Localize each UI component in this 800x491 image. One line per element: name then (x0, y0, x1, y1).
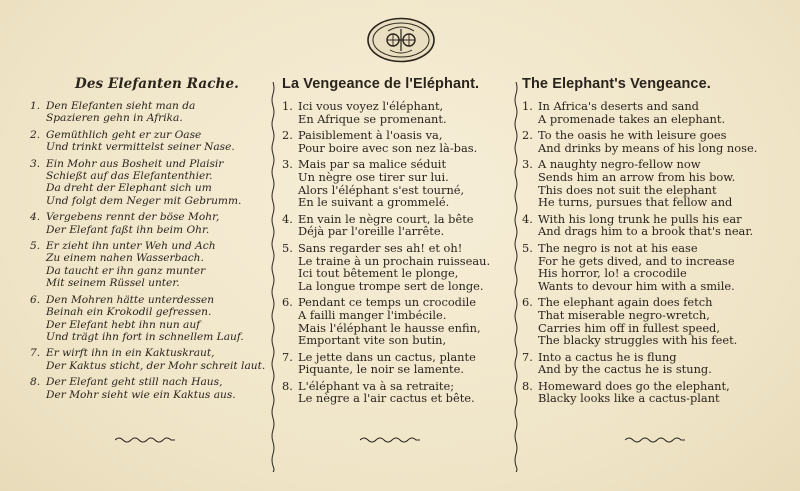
stanza-number: 7. (30, 347, 41, 360)
verse-line: Den Mohren hätte unterdessen (46, 293, 215, 306)
stanza-number: 3. (30, 157, 41, 170)
stanza-number: 8. (30, 376, 41, 389)
monogram-seal-icon (366, 17, 436, 63)
verse-line: Den Elefanten sieht man da (46, 100, 196, 112)
stanza (522, 213, 790, 238)
verse-line: Mit seinem Rüssel unter. (46, 277, 180, 290)
stanza-number: 2. (30, 128, 41, 141)
verse-line: For he gets dived, and to increase (538, 253, 735, 268)
stanza-lines (538, 242, 790, 292)
verse-line: And drinks by means of his long nose. (538, 140, 758, 155)
stanza-number: 7. (282, 349, 293, 364)
stanza-lines (46, 100, 270, 125)
stanza-lines (298, 242, 512, 292)
wavy-ornament-right (625, 436, 685, 444)
verse-line: Carries him off in fullest speed, (538, 320, 720, 335)
stanza-number: 1. (30, 100, 41, 112)
column-divider-right (513, 82, 519, 472)
english-stanzas (522, 100, 790, 405)
verse-line: Sans regarder ses ah! et oh! (298, 240, 463, 255)
verse-line: Mais par sa malice séduit (298, 157, 447, 172)
stanza (282, 380, 512, 405)
verse-line: Da taucht er ihn ganz munter (46, 264, 206, 277)
stanza-lines (538, 380, 790, 405)
verse-line: With his long trunk he pulls his ear (538, 211, 742, 226)
wavy-ornament-center (360, 436, 420, 444)
verse-line: Pour boire avec son nez là-bas. (298, 140, 478, 155)
verse-line: Der Mohr sieht wie ein Kaktus aus. (46, 388, 236, 401)
verse-line: Der Kaktus sticht, der Mohr schreit laut. (46, 359, 266, 372)
verse-line: Déjà par l'oreille l'arrête. (298, 224, 445, 239)
stanza-lines (298, 351, 512, 376)
stanza-lines (46, 376, 270, 401)
stanza-number: 7. (522, 349, 533, 364)
verse-line: That miserable negro-wretch, (538, 307, 710, 322)
stanza (282, 158, 512, 208)
verse-line: Schießt auf das Elefantenthier. (46, 170, 213, 183)
stanza (522, 129, 790, 154)
stanza (30, 376, 270, 401)
stanza-number: 8. (522, 378, 533, 393)
verse-line: Er wirft ihn in ein Kaktuskraut, (46, 347, 215, 360)
stanza-lines (538, 351, 790, 376)
verse-line: Blacky looks like a cactus-plant (538, 391, 720, 406)
stanza-lines (46, 158, 270, 208)
stanza-number: 6. (282, 295, 293, 310)
verse-line: La longue trompe sert de longe. (298, 278, 484, 293)
stanza (30, 211, 270, 236)
verse-line: In Africa's deserts and sand (538, 99, 699, 113)
stanza (30, 240, 270, 290)
stanza-number: 4. (522, 211, 533, 226)
verse-line: He turns, pursues that fellow and (538, 195, 733, 210)
stanza-lines (298, 380, 512, 405)
verse-line: En le suivant a grommelé. (298, 195, 450, 210)
english-title: The Elephant's Vengeance. (522, 76, 711, 92)
verse-line: Sends him an arrow from his bow. (538, 169, 736, 184)
verse-line: His horror, lo! a crocodile (538, 266, 687, 281)
verse-line: Ici tout bêtement le plonge, (298, 266, 459, 281)
verse-line: Piquante, le noir se lamente. (298, 362, 464, 377)
german-stanzas (30, 100, 270, 401)
stanza (522, 296, 790, 346)
verse-line: A failli manger l'imbécile. (298, 307, 447, 322)
column-divider-left (270, 82, 276, 472)
verse-line: To the oasis he with leisure goes (538, 128, 727, 143)
verse-line: Paisiblement à l'oasis va, (298, 128, 443, 143)
stanza-lines (538, 158, 790, 208)
stanza-number: 5. (522, 240, 533, 255)
verse-line: Beinah ein Krokodil gefressen. (46, 306, 212, 319)
stanza (522, 242, 790, 292)
stanza-lines (46, 129, 270, 154)
verse-line: Vergebens rennt der böse Mohr, (46, 211, 220, 224)
verse-line: Zu einem nahen Wasserbach. (46, 252, 204, 265)
verse-line: And drags him to a brook that's near. (538, 224, 754, 239)
stanza (282, 213, 512, 238)
stanza-number: 4. (282, 211, 293, 226)
verse-line: Le jette dans un cactus, plante (298, 349, 476, 364)
verse-line: Da dreht der Elephant sich um (46, 182, 212, 195)
stanza-lines (538, 296, 790, 346)
stanza-lines (46, 240, 270, 290)
stanza-lines (298, 296, 512, 346)
verse-line: Mais l'éléphant le hausse enfin, (298, 320, 481, 335)
stanza (282, 100, 512, 125)
stanza (282, 351, 512, 376)
stanza (282, 129, 512, 154)
verse-line: Der Elefant geht still nach Haus, (46, 376, 223, 389)
english-column (522, 76, 790, 409)
french-column (282, 76, 512, 409)
stanza-number: 6. (522, 295, 533, 310)
verse-line: Gemüthlich geht er zur Oase (46, 128, 202, 141)
verse-line: This does not suit the elephant (538, 182, 717, 197)
stanza (282, 296, 512, 346)
verse-line: En vain le nègre court, la bête (298, 211, 474, 226)
stanza (282, 242, 512, 292)
stanza (30, 294, 270, 344)
verse-line: Into a cactus he is flung (538, 349, 677, 364)
verse-line: L'éléphant va à sa retraite; (298, 378, 455, 393)
stanza-number: 2. (522, 128, 533, 143)
stanza-number: 1. (522, 99, 533, 113)
french-stanzas (282, 100, 512, 405)
stanza (30, 158, 270, 208)
german-column (30, 76, 270, 405)
wavy-ornament-left (115, 436, 175, 444)
stanza (522, 100, 790, 125)
stanza-lines (46, 294, 270, 344)
stanza-lines (538, 129, 790, 154)
verse-line: Le nègre a l'air cactus et bête. (298, 391, 475, 406)
verse-line: The blacky struggles with his feet. (538, 333, 738, 348)
stanza-lines (298, 213, 512, 238)
verse-line: And by the cactus he is stung. (538, 362, 712, 377)
stanza-number: 5. (30, 240, 41, 253)
stanza (522, 158, 790, 208)
stanza-number: 2. (282, 128, 293, 143)
verse-line: Der Elefant faßt ihn beim Ohr. (46, 223, 210, 236)
stanza-number: 4. (30, 211, 41, 224)
stanza (30, 100, 270, 125)
verse-line: Ici vous voyez l'éléphant, (298, 99, 444, 113)
verse-line: En Afrique se promenant. (298, 111, 447, 126)
verse-line: Der Elefant hebt ihn nun auf (46, 318, 201, 331)
stanza-number: 3. (522, 157, 533, 172)
verse-line: Un nègre ose tirer sur lui. (298, 169, 449, 184)
stanza-lines (538, 100, 790, 125)
stanza-lines (46, 211, 270, 236)
verse-line: Alors l'éléphant s'est tourné, (298, 182, 465, 197)
stanza (30, 129, 270, 154)
verse-line: Und folgt dem Neger mit Gebrumm. (46, 194, 242, 207)
verse-line: Le traine à un prochain ruisseau. (298, 253, 491, 268)
verse-line: The negro is not at his ease (538, 240, 698, 255)
verse-line: Er zieht ihn unter Weh und Ach (46, 240, 216, 253)
verse-line: Und trägt ihn fort in schnellem Lauf. (46, 330, 244, 343)
stanza-number: 8. (282, 378, 293, 393)
verse-line: Wants to devour him with a smile. (538, 278, 735, 293)
stanza (522, 351, 790, 376)
verse-line: Und trinkt vermittelst seiner Nase. (46, 141, 235, 154)
stanza-lines (538, 213, 790, 238)
stanza (30, 347, 270, 372)
verse-line: Ein Mohr aus Bosheit und Plaisir (46, 157, 224, 170)
verse-line: A promenade takes an elephant. (538, 111, 726, 126)
verse-line: The elephant again does fetch (538, 295, 713, 310)
stanza-number: 1. (282, 99, 293, 113)
stanza-lines (298, 100, 512, 125)
stanza-lines (46, 347, 270, 372)
stanza (522, 380, 790, 405)
stanza-number: 3. (282, 157, 293, 172)
verse-line: Spazieren gehn in Afrika. (46, 112, 183, 125)
stanza-number: 6. (30, 293, 41, 306)
german-title: Des Elefanten Rache. (75, 76, 239, 92)
verse-line: Pendant ce temps un crocodile (298, 295, 476, 310)
verse-line: Homeward does go the elephant, (538, 378, 730, 393)
stanza-lines (298, 129, 512, 154)
verse-line: A naughty negro-fellow now (538, 157, 701, 172)
stanza-lines (298, 158, 512, 208)
french-title: La Vengeance de l'Eléphant. (282, 76, 480, 92)
stanza-number: 5. (282, 240, 293, 255)
verse-line: Emportant vite son butin, (298, 333, 447, 348)
